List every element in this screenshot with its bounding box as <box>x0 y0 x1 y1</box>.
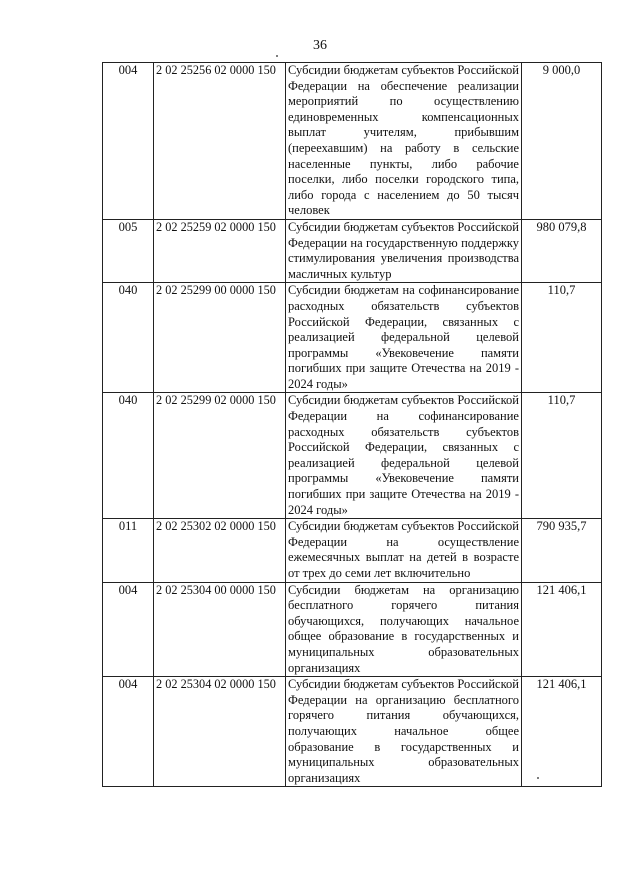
table-row <box>103 519 602 582</box>
table-row <box>103 582 602 677</box>
budget-classification-code-cell: 2 02 25302 02 0000 150 <box>154 519 286 582</box>
table-row <box>103 393 602 519</box>
amount-cell: 9 000,0 <box>522 63 602 220</box>
admin-code-cell: 004 <box>103 63 154 220</box>
revenue-name-cell: Субсидии бюджетам субъектов Российской Федерации на организацию бесплатного горячего питания обучающихся, получающих начальное общее образование в государственных и муниципальных образовательных организациях <box>286 677 522 787</box>
revenue-name-cell: Субсидии бюджетам субъектов Российской Федерации на софинансирование расходных обязательств субъектов Российской Федерации, связанных с реализацией федеральной целевой программы «Увековечение памяти погибших при защите Отечества на 2019 - 2024 годы» <box>286 393 522 519</box>
budget-classification-code-cell: 2 02 25256 02 0000 150 <box>154 63 286 220</box>
revenue-name-cell: Субсидии бюджетам субъектов Российской Федерации на осуществление ежемесячных выплат на детей в возрасте от трех до семи лет включительно <box>286 519 522 582</box>
admin-code-cell: 040 <box>103 393 154 519</box>
budget-classification-code-cell: 2 02 25259 02 0000 150 <box>154 219 286 282</box>
budget-classification-code-cell: 2 02 25304 02 0000 150 <box>154 677 286 787</box>
amount-cell: 110,7 <box>522 283 602 393</box>
table-row <box>103 677 602 787</box>
revenue-name-cell: Субсидии бюджетам субъектов Российской Федерации на государственную поддержку стимулирования увеличения производства масличных культур <box>286 219 522 282</box>
budget-classification-code-cell: 2 02 25299 02 0000 150 <box>154 393 286 519</box>
amount-cell: 121 406,1 <box>522 677 602 787</box>
scan-speck <box>276 55 278 57</box>
table-row <box>103 219 602 282</box>
amount-cell: 790 935,7 <box>522 519 602 582</box>
admin-code-cell: 011 <box>103 519 154 582</box>
budget-classification-code-cell: 2 02 25299 00 0000 150 <box>154 283 286 393</box>
amount-cell: 121 406,1 <box>522 582 602 677</box>
revenue-name-cell: Субсидии бюджетам на софинансирование расходных обязательств субъектов Российской Федерации, связанных с реализацией федеральной целевой программы «Увековечение памяти погибших при защите Отечества на 2019 - 2024 годы» <box>286 283 522 393</box>
admin-code-cell: 005 <box>103 219 154 282</box>
revenue-name-cell: Субсидии бюджетам на организацию бесплатного горячего питания обучающихся, получающих начальное общее образование в государственных и муниципальных образовательных организациях <box>286 582 522 677</box>
admin-code-cell: 040 <box>103 283 154 393</box>
budget-revenue-table <box>102 62 602 787</box>
table-row <box>103 283 602 393</box>
admin-code-cell: 004 <box>103 582 154 677</box>
admin-code-cell: 004 <box>103 677 154 787</box>
table-body <box>103 63 602 787</box>
budget-classification-code-cell: 2 02 25304 00 0000 150 <box>154 582 286 677</box>
revenue-name-cell: Субсидии бюджетам субъектов Российской Федерации на обеспечение реализации мероприятий по осуществлению единовременных компенсационных выплат учителям, прибывшим (переехавшим) на работу в сельские населенные пункты, либо рабочие поселки, либо поселки городского типа, либо города с населением до 50 тысяч человек <box>286 63 522 220</box>
amount-cell: 980 079,8 <box>522 219 602 282</box>
table-row <box>103 63 602 220</box>
page-number: 36 <box>313 38 327 53</box>
amount-cell: 110,7 <box>522 393 602 519</box>
